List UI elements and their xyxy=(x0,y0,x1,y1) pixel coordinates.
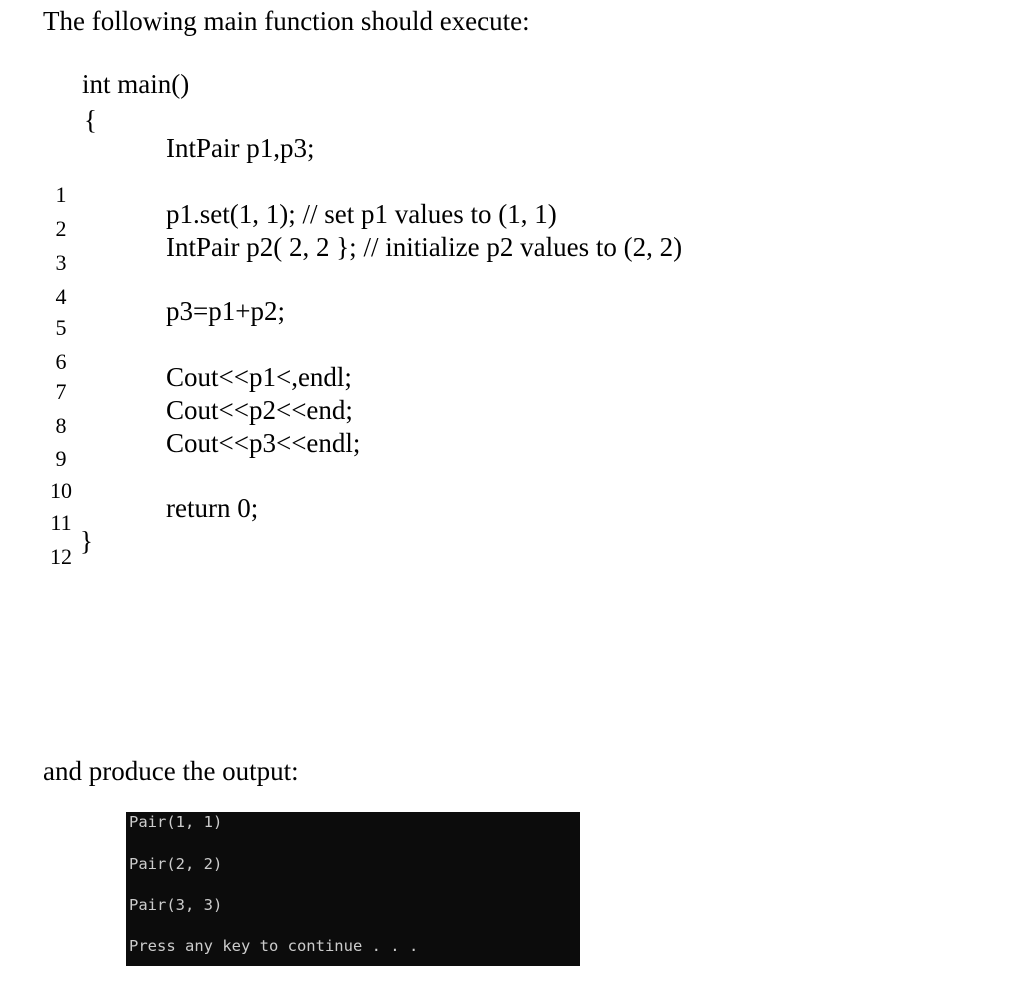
code-line: Cout<<p3<<endl; xyxy=(166,428,361,458)
line-number: 10 xyxy=(50,478,72,503)
line-number: 9 xyxy=(55,446,67,471)
console-line: Pair(2, 2) xyxy=(129,855,223,873)
line-number: 12 xyxy=(50,544,72,569)
line-number: 1 xyxy=(55,182,67,207)
code-line: return 0; xyxy=(166,493,259,523)
intro-text: The following main function should execute: xyxy=(43,6,530,36)
code-close-brace: } xyxy=(80,526,93,556)
console-line: Pair(3, 3) xyxy=(129,896,223,914)
code-line: IntPair p2( 2, 2 }; // initialize p2 values to (2, 2) xyxy=(166,232,683,262)
line-number: 8 xyxy=(55,413,67,438)
line-number: 4 xyxy=(55,284,67,309)
line-number: 6 xyxy=(55,349,67,374)
code-open-brace: { xyxy=(84,105,97,135)
code-line: IntPair p1,p3; xyxy=(166,133,315,163)
code-signature: int main() xyxy=(82,69,190,99)
line-number: 2 xyxy=(55,216,67,241)
console-output-window xyxy=(126,812,580,966)
line-number: 11 xyxy=(50,510,72,535)
line-number: 3 xyxy=(55,250,67,275)
code-line: p3=p1+p2; xyxy=(166,296,285,326)
code-line: Cout<<p1<,endl; xyxy=(166,362,352,392)
outro-text: and produce the output: xyxy=(43,756,299,786)
console-line: Press any key to continue . . . xyxy=(129,937,419,955)
line-number: 7 xyxy=(55,379,67,404)
code-line: p1.set(1, 1); // set p1 values to (1, 1) xyxy=(166,199,557,229)
line-number: 5 xyxy=(55,315,67,340)
code-line: Cout<<p2<<end; xyxy=(166,395,353,425)
console-line: Pair(1, 1) xyxy=(129,813,223,831)
